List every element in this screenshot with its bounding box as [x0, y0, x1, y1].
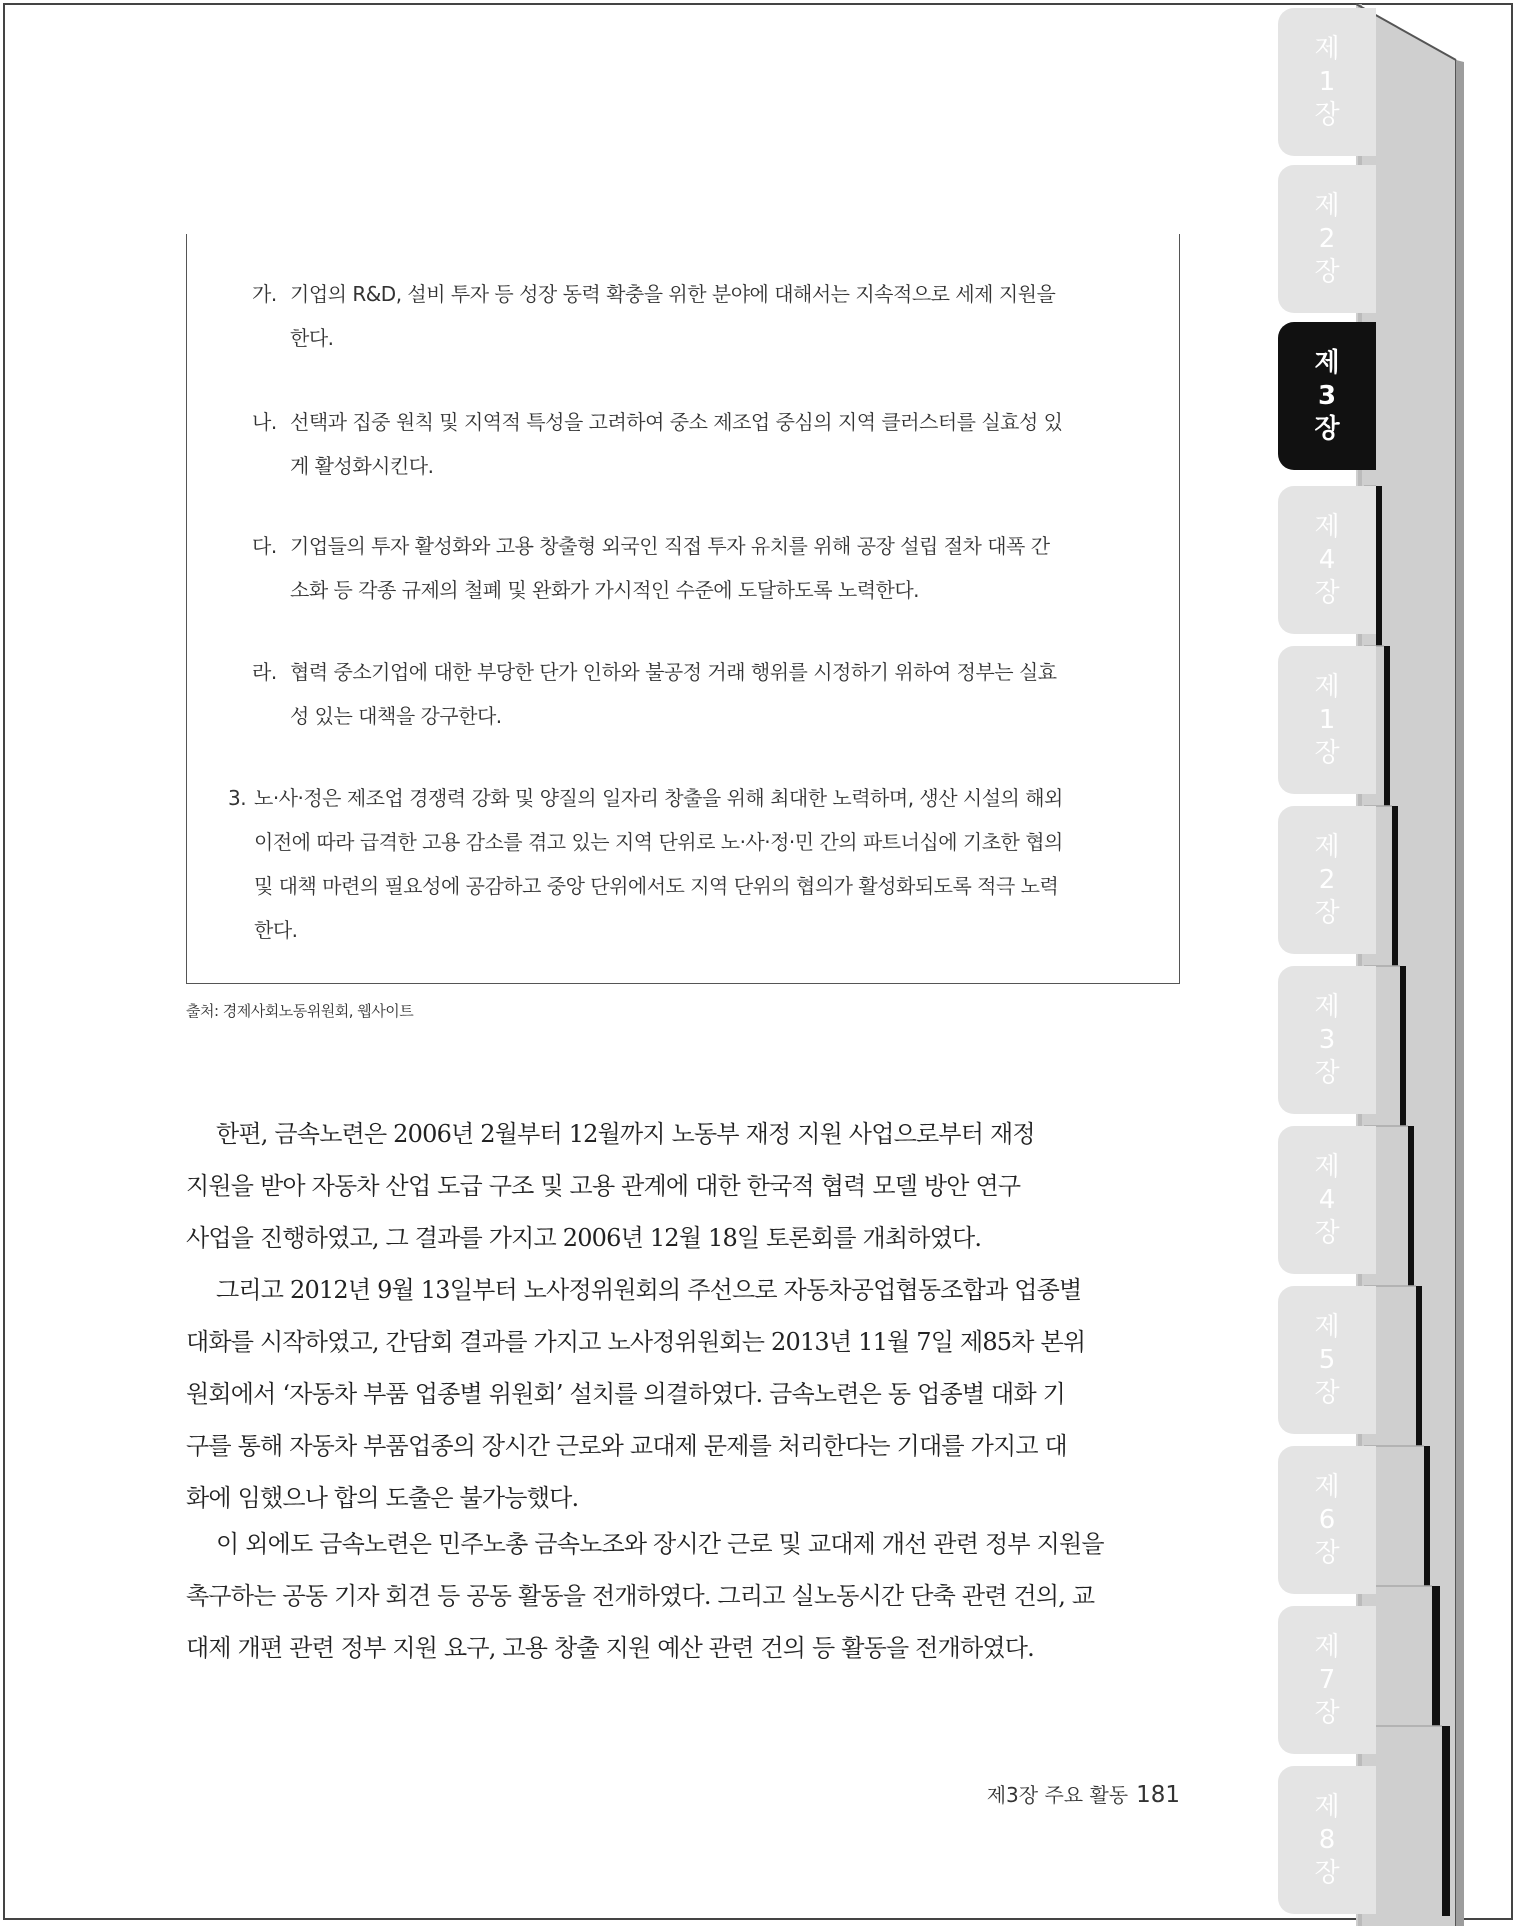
chapter-tab-text: 장 [1314, 577, 1340, 608]
book-edge-graphic [1356, 0, 1519, 1926]
chapter-tab[interactable] [1278, 1766, 1376, 1914]
paragraph-line: 촉구하는 공동 기자 회견 등 공동 활동을 전개하였다. 그리고 실노동시간 단축 관련 건의, 교 [186, 1582, 1095, 1610]
item-line: 노·사·정은 제조업 경쟁력 강화 및 양질의 일자리 창출을 위해 최대한 노력하며, 생산 시설의 해외 [254, 786, 1063, 810]
item-line: 한다. [254, 918, 298, 942]
item-line: 게 활성화시킨다. [290, 454, 434, 478]
chapter-tab-text: 6 [1318, 1504, 1336, 1535]
chapter-tab-text: 제 [1314, 1791, 1340, 1822]
chapter-tab-text: 장 [1314, 1057, 1340, 1088]
page-footer [940, 1779, 1180, 1808]
item-marker: 나. [252, 410, 277, 434]
box-list-item [252, 650, 1142, 738]
chapter-tab-text: 2 [1318, 223, 1336, 254]
chapter-tab-text: 제 [1314, 831, 1340, 862]
chapter-tab-text: 제 [1314, 1471, 1340, 1502]
chapter-tab-text: 장 [1314, 1857, 1340, 1888]
item-marker: 다. [252, 534, 277, 558]
chapter-tab-text: 1 [1318, 704, 1336, 735]
chapter-tab-text: 제 [1314, 1151, 1340, 1182]
paragraph-line: 한편, 금속노련은 2006년 2월부터 12월까지 노동부 재정 지원 사업으로부터 재정 [216, 1120, 1035, 1148]
chapter-tab-text: 1 [1318, 66, 1336, 97]
chapter-tab-text: 제 [1314, 1311, 1340, 1342]
chapter-tab-text: 4 [1318, 1184, 1336, 1215]
chapter-tab-text: 제 [1314, 347, 1340, 378]
chapter-tab-text: 3 [1318, 1024, 1336, 1055]
chapter-tab[interactable] [1278, 1606, 1376, 1754]
chapter-tab-text: 장 [1314, 413, 1340, 444]
chapter-tab-text: 2 [1318, 864, 1336, 895]
footer-chapter-label: 제3장 주요 활동 [986, 1783, 1129, 1807]
item-line: 협력 중소기업에 대한 부당한 단가 인하와 불공정 거래 행위를 시정하기 위하여 정부는 실효 [290, 660, 1057, 684]
item-line: 성 있는 대책을 강구한다. [290, 704, 502, 728]
chapter-tab-text: 제 [1314, 1631, 1340, 1662]
chapter-tab-text: 3 [1317, 380, 1337, 411]
item-line: 이전에 따라 급격한 고용 감소를 겪고 있는 지역 단위로 노·사·정·민 간의 파트너십에 기초한 협의 [254, 830, 1063, 854]
box-list-item [252, 400, 1142, 488]
item-line: 기업의 R&D, 설비 투자 등 성장 동력 확충을 위한 분야에 대해서는 지속적으로 세제 지원을 [290, 282, 1056, 306]
chapter-tab-text: 8 [1318, 1824, 1336, 1855]
chapter-tab[interactable] [1278, 1446, 1376, 1594]
paragraph-line: 원회에서 ‘자동차 부품 업종별 위원회’ 설치를 의결하였다. 금속노련은 동 업종별 대화 기 [186, 1380, 1066, 1408]
chapter-tab-text: 장 [1314, 256, 1340, 287]
item-marker: 라. [252, 660, 277, 684]
chapter-tab-text: 장 [1314, 897, 1340, 928]
paragraph [186, 1264, 1180, 1524]
box-list-item [252, 272, 1142, 360]
chapter-tab[interactable] [1278, 1286, 1376, 1434]
chapter-tab-text: 장 [1314, 1537, 1340, 1568]
chapter-tab[interactable] [1278, 806, 1376, 954]
chapter-tab[interactable] [1278, 1126, 1376, 1274]
box-list-item [252, 524, 1142, 612]
chapter-tab[interactable] [1278, 322, 1376, 470]
paragraph-line: 화에 임했으나 합의 도출은 불가능했다. [186, 1484, 579, 1512]
item-marker: 가. [252, 282, 277, 306]
chapter-tab[interactable] [1278, 646, 1376, 794]
paragraph-line: 대화를 시작하였고, 간담회 결과를 가지고 노사정위원회는 2013년 11월 7일 제85차 본위 [186, 1328, 1086, 1356]
chapter-tab-text: 제 [1314, 190, 1340, 221]
paragraph-line: 구를 통해 자동차 부품업종의 장시간 근로와 교대제 문제를 처리한다는 기대를 가지고 대 [186, 1432, 1067, 1460]
chapter-tab-text: 제 [1314, 671, 1340, 702]
paragraph-line: 이 외에도 금속노련은 민주노총 금속노조와 장시간 근로 및 교대제 개선 관련 정부 지원을 [216, 1530, 1104, 1558]
chapter-tab-text: 장 [1314, 737, 1340, 768]
source-note: 출처: 경제사회노동위원회, 웹사이트 [186, 1002, 414, 1020]
page-number: 181 [1136, 1782, 1180, 1808]
paragraph-line: 사업을 진행하였고, 그 결과를 가지고 2006년 12월 18일 토론회를 개최하였다. [186, 1224, 982, 1252]
chapter-tab-text: 5 [1318, 1344, 1336, 1375]
item-line: 및 대책 마련의 필요성에 공감하고 중앙 단위에서도 지역 단위의 협의가 활성화되도록 적극 노력 [254, 874, 1059, 898]
paragraph-line: 대제 개편 관련 정부 지원 요구, 고용 창출 지원 예산 관련 건의 등 활동을 전개하였다. [186, 1634, 1034, 1662]
item-line: 선택과 집중 원칙 및 지역적 특성을 고려하여 중소 제조업 중심의 지역 클러스터를 실효성 있 [290, 410, 1063, 434]
item-marker: 3. [228, 786, 247, 810]
chapter-tab-text: 장 [1314, 99, 1340, 130]
paragraph [186, 1108, 1180, 1264]
chapter-tab[interactable] [1278, 966, 1376, 1114]
item-line: 소화 등 각종 규제의 철폐 및 완화가 가시적인 수준에 도달하도록 노력한다. [290, 578, 920, 602]
paragraph [186, 1518, 1180, 1674]
chapter-tab-text: 4 [1318, 544, 1336, 575]
paragraph-line: 지원을 받아 자동차 산업 도급 구조 및 고용 관계에 대한 한국적 협력 모델 방안 연구 [186, 1172, 1021, 1200]
chapter-tab-text: 제 [1314, 991, 1340, 1022]
paragraph-line: 그리고 2012년 9월 13일부터 노사정위원회의 주선으로 자동차공업협동조합과 업종별 [216, 1276, 1082, 1304]
item-line: 기업들의 투자 활성화와 고용 창출형 외국인 직접 투자 유치를 위해 공장 설립 절차 대폭 간 [290, 534, 1050, 558]
chapter-tab[interactable] [1278, 8, 1376, 156]
chapter-tab-text: 장 [1314, 1217, 1340, 1248]
chapter-tab[interactable] [1278, 165, 1376, 313]
chapter-tab-text: 제 [1314, 511, 1340, 542]
book-edge [1356, 0, 1519, 1926]
chapter-tab-text: 장 [1314, 1697, 1340, 1728]
chapter-tab[interactable] [1278, 486, 1376, 634]
chapter-tab-text: 7 [1318, 1664, 1336, 1695]
item-line: 한다. [290, 326, 334, 350]
chapter-tab-text: 제 [1314, 33, 1340, 64]
chapter-tab-text: 장 [1314, 1377, 1340, 1408]
box-list-item [228, 776, 1142, 952]
